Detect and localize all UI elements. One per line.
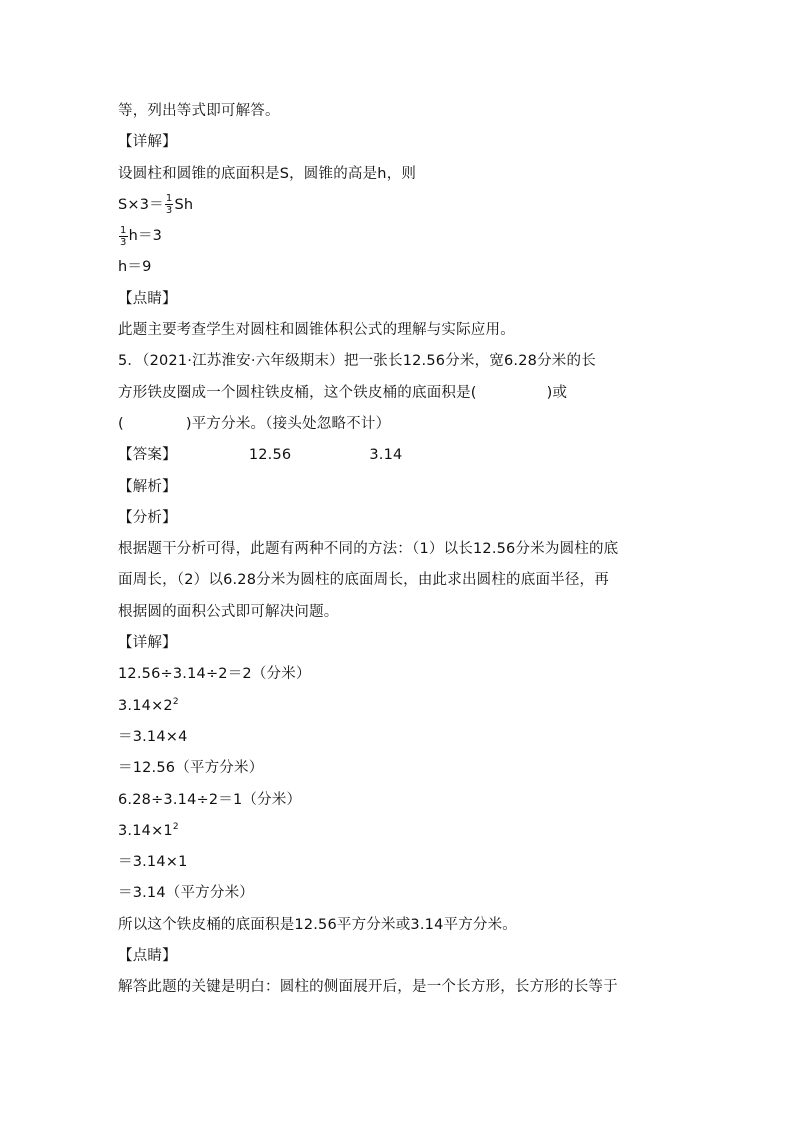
equation-line: ＝3.14（平方分米）	[118, 885, 254, 902]
fraction-denominator: 3	[165, 205, 173, 217]
fraction	[165, 193, 174, 216]
equation-text: h＝3	[128, 228, 163, 245]
equation-line: ＝3.14×1	[118, 854, 188, 871]
exponent: 2	[172, 696, 179, 707]
equation-line	[118, 190, 678, 221]
question-text: )平方分米。（接头处忽略不计）	[185, 415, 391, 432]
section-heading-comment: 【点睛】	[118, 948, 177, 965]
equation-line: 6.28÷3.14÷2＝1（分米）	[118, 791, 302, 808]
text-line: 根据圆的面积公式即可解决问题。	[118, 603, 339, 620]
section-heading-comment: 【点睛】	[118, 290, 177, 307]
fraction-numerator: 1	[165, 193, 173, 205]
equation-text: 3.14×2	[118, 697, 173, 714]
text-line: 所以这个铁皮桶的底面积是12.56平方分米或3.14平方分米。	[118, 916, 517, 933]
question-text: 方形铁皮圈成一个圆柱铁皮桶，这个铁皮桶的底面积是(	[118, 384, 477, 401]
exponent: 2	[172, 821, 179, 832]
question-text: (	[118, 415, 124, 432]
question-line: 5．（2021·江苏淮安·六年级期末）把一张长12.56分米，宽6.28分米的长	[118, 353, 596, 370]
section-heading-detail: 【详解】	[118, 635, 177, 652]
fraction-denominator: 3	[120, 236, 127, 248]
answer-value: 3.14	[369, 447, 403, 464]
equation-text: S×3＝	[118, 196, 164, 213]
question-line	[118, 409, 678, 440]
equation-text: Sh	[174, 196, 194, 213]
equation-line: h＝9	[118, 259, 152, 276]
text-line: 等，列出等式即可解答。	[118, 103, 280, 119]
text-line: 此题主要考查学生对圆柱和圆锥体积公式的理解与实际应用。	[118, 322, 515, 339]
equation-text: 3.14×1	[118, 822, 173, 839]
question-text: )或	[546, 384, 568, 401]
equation-line	[118, 221, 678, 252]
equation-line: 12.56÷3.14÷2＝2（分米）	[118, 666, 311, 683]
section-heading-answer: 【答案】	[118, 447, 177, 464]
equation-line: ＝12.56（平方分米）	[118, 760, 264, 777]
text-line: 面周长，（2）以6.28分米为圆柱的底面周长，由此求出圆柱的底面半径，再	[118, 572, 609, 589]
answer-value: 12.56	[248, 447, 292, 464]
equation-line	[118, 816, 678, 847]
section-heading-analysis: 【解析】	[118, 478, 177, 495]
question-line	[118, 378, 678, 409]
text-line: 解答此题的关键是明白：圆柱的侧面展开后，是一个长方形，长方形的长等于	[118, 979, 618, 996]
equation-line: ＝3.14×4	[118, 728, 188, 745]
text-line: 根据题干分析可得，此题有两种不同的方法：（1）以长12.56分米为圆柱的底	[118, 541, 619, 558]
answer-line	[118, 440, 678, 471]
equation-line	[118, 691, 678, 722]
section-heading-reasoning: 【分析】	[118, 509, 177, 526]
section-heading-detail: 【详解】	[118, 134, 177, 151]
text-line: 设圆柱和圆锥的底面积是S，圆锥的高是h，则	[118, 165, 417, 182]
document-page	[118, 96, 678, 1004]
fraction-numerator: 1	[120, 224, 127, 236]
fraction	[119, 225, 128, 248]
